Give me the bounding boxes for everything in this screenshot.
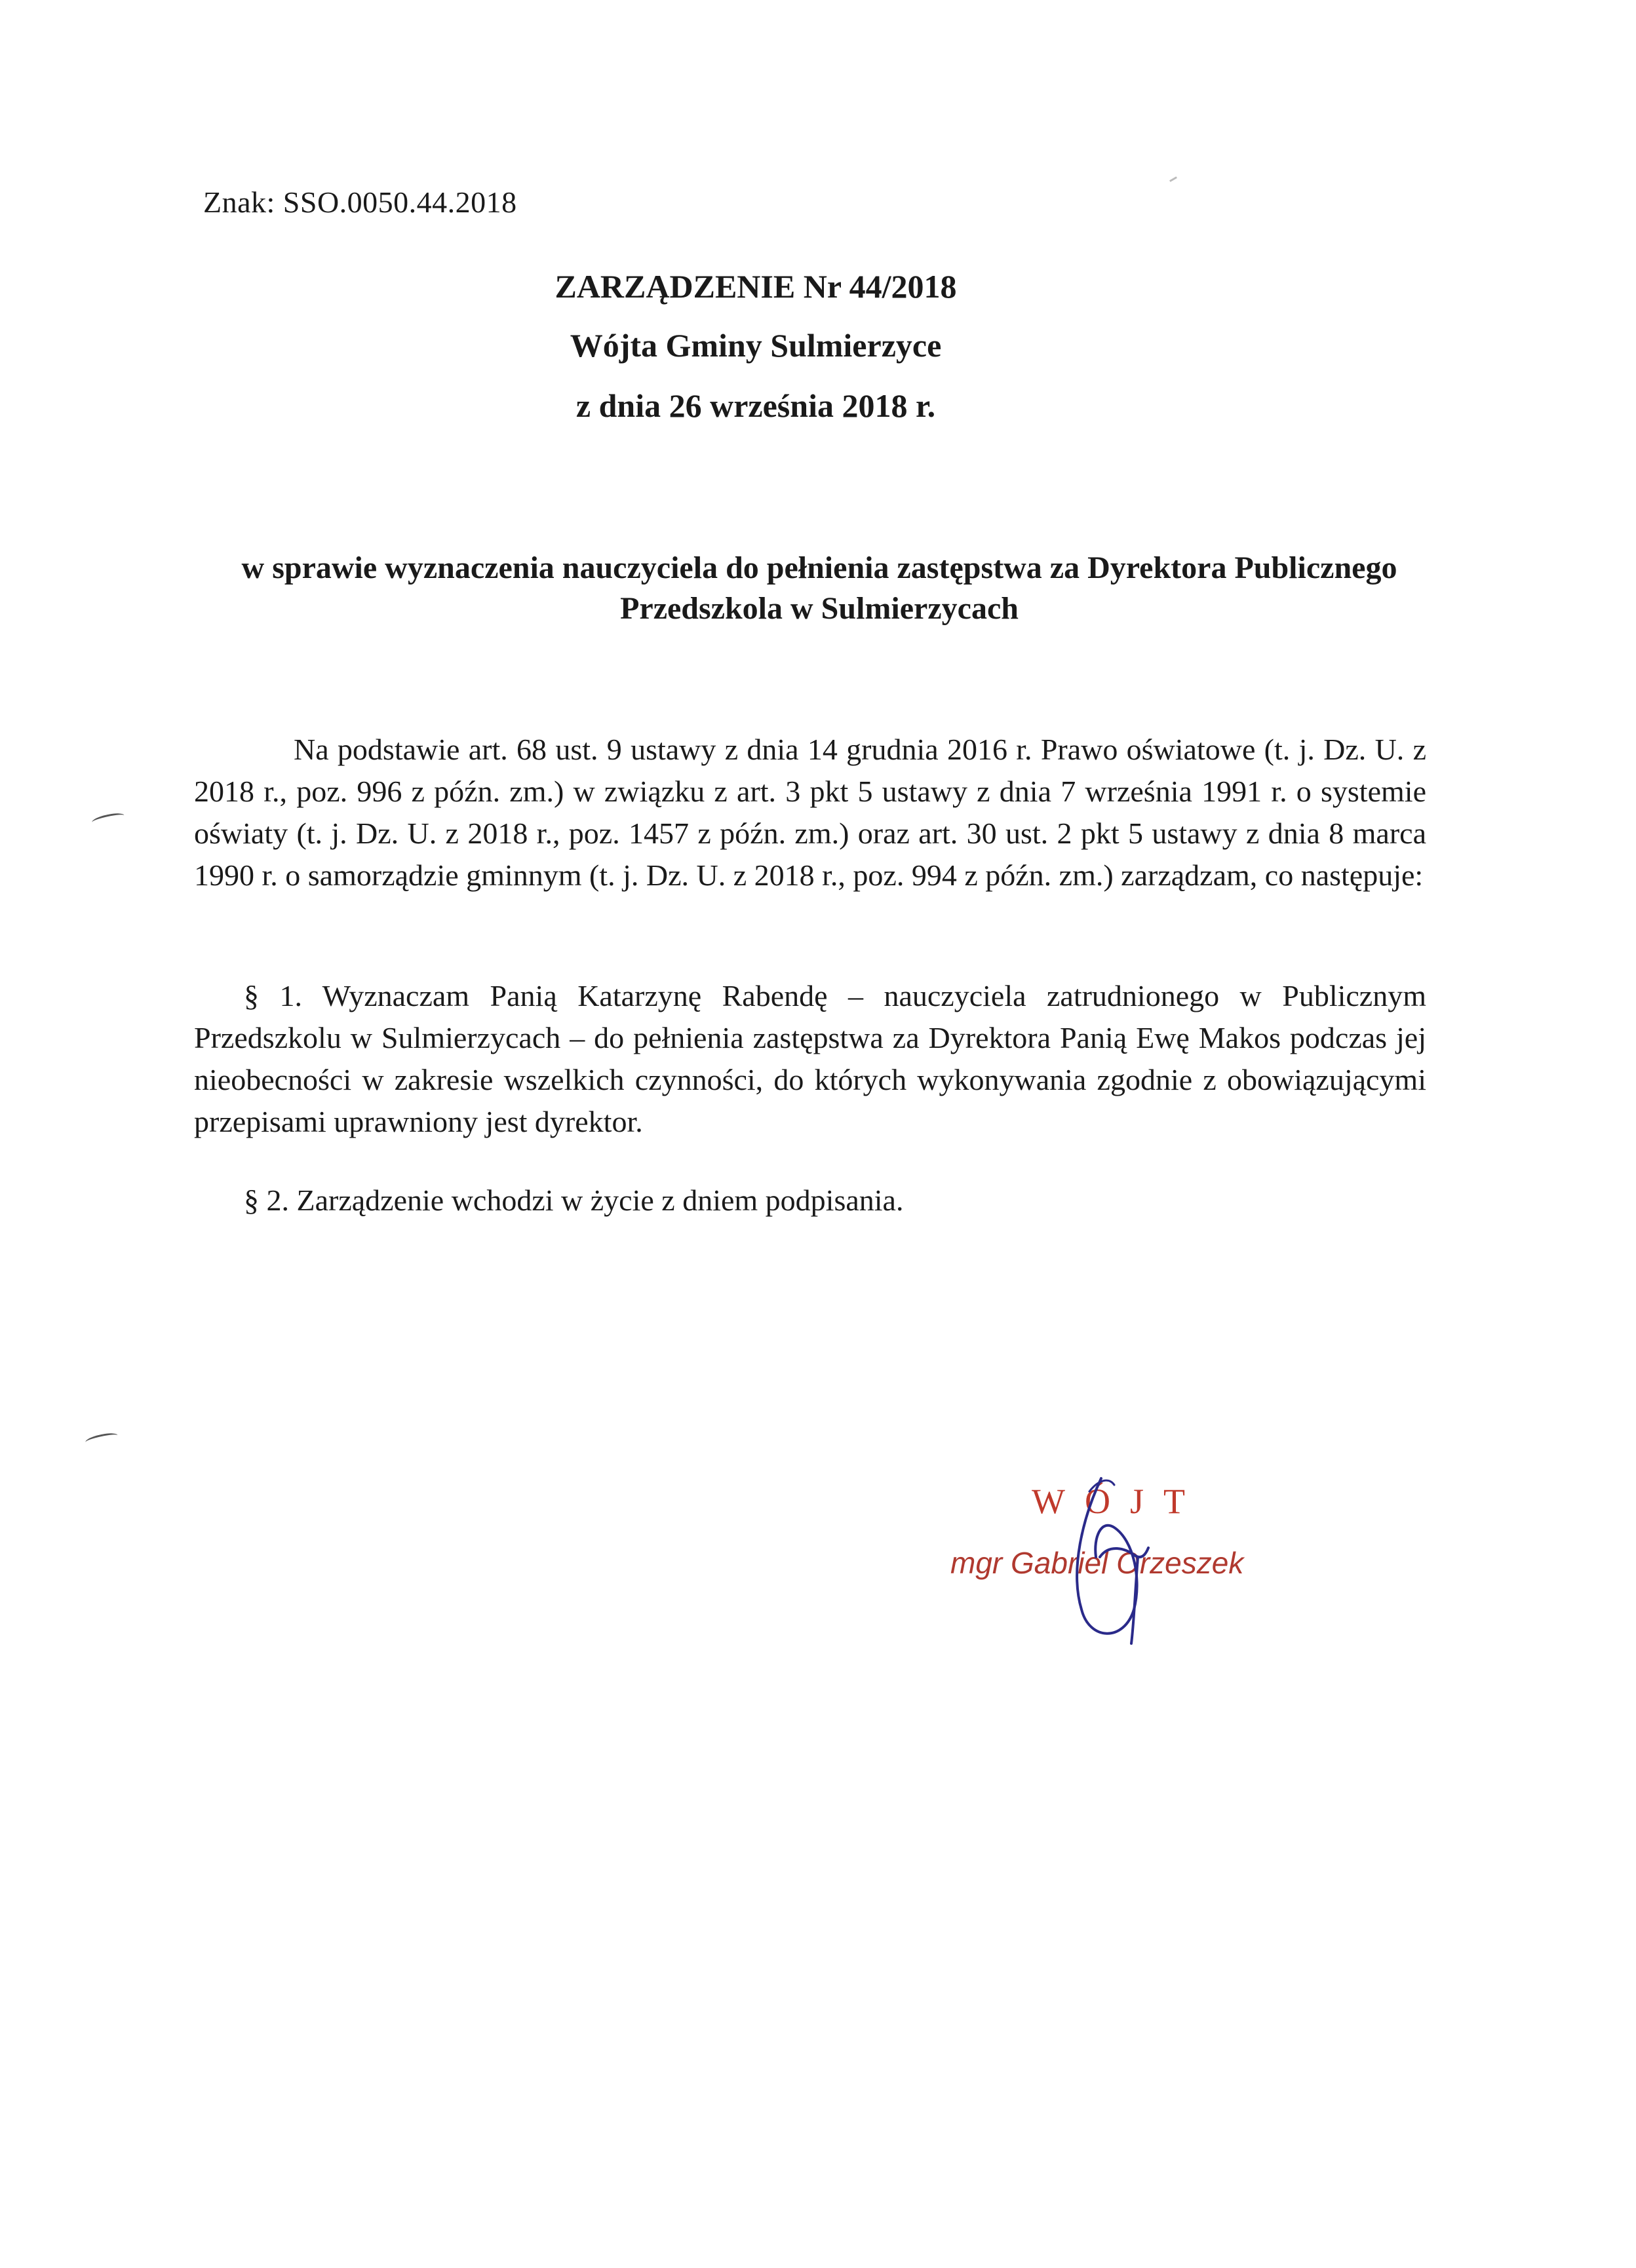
scan-speck bbox=[1169, 176, 1177, 182]
margin-mark bbox=[91, 811, 125, 826]
reference-number: Znak: SSO.0050.44.2018 bbox=[203, 185, 517, 219]
document-date: z dnia 26 września 2018 r. bbox=[575, 387, 936, 424]
document-title: ZARZĄDZENIE Nr 44/2018 bbox=[555, 268, 957, 305]
section-1-paragraph: § 1. Wyznaczam Panią Katarzynę Rabendę – nauczyciela zatrudnionego w Publicznym Przedszkolu w Sulmierzycach – do pełnienia zastępstwa za Dyrektora Panią Ewę Makos podczas jej nieobecności w zakresie wszelkich czynności, do których wykonywania zgodnie z obowiązującymi przepisami uprawniony jest dyrektor. bbox=[194, 979, 1426, 1138]
stamp-title: WÓJT bbox=[1032, 1482, 1205, 1521]
document-issuer: Wójta Gminy Sulmierzyce bbox=[570, 327, 942, 364]
section-2-paragraph: § 2. Zarządzenie wchodzi w życie z dniem podpisania. bbox=[244, 1183, 904, 1217]
preamble-paragraph: Na podstawie art. 68 ust. 9 ustawy z dnia 14 grudnia 2016 r. Prawo oświatowe (t. j. Dz. U. z 2018 r., poz. 996 z późn. zm.) w związku z art. 3 pkt 5 ustawy z dnia 7 września 1991 r. o systemie oświaty (t. j. Dz. U. z 2018 r., poz. 1457 z późn. zm.) oraz art. 30 ust. 2 pkt 5 ustawy z dnia 8 marca 1990 r. o samorządzie gminnym (t. j. Dz. U. z 2018 r., poz. 994 z późn. zm.) zarządzam, co następuje: bbox=[194, 733, 1426, 892]
official-stamp bbox=[937, 1465, 1304, 1662]
margin-mark bbox=[85, 1431, 119, 1446]
stamp-name: mgr Gabriel Orzeszek bbox=[950, 1546, 1244, 1580]
handwritten-signature bbox=[937, 1465, 1304, 1662]
document-subject: w sprawie wyznaczenia nauczyciela do pełnienia zastępstwa za Dyrektora Publicznego Przedszkola w Sulmierzycach bbox=[241, 550, 1397, 626]
